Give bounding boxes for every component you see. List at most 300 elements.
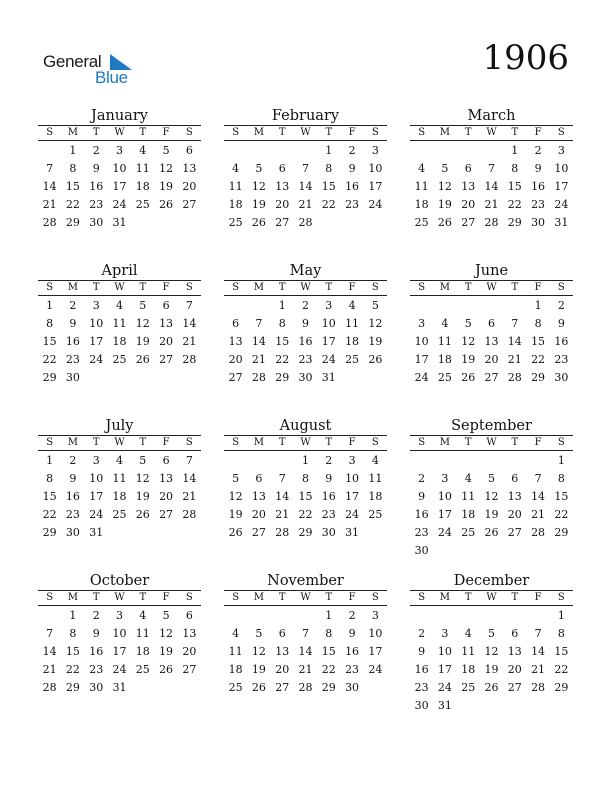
day-cell: 26 [484, 681, 499, 694]
day-cell: 14 [484, 180, 499, 193]
day-cell: 25 [135, 663, 150, 676]
calendar-year: 1906 [482, 38, 569, 78]
day-cell [224, 296, 247, 315]
day-cell: 24 [437, 526, 452, 539]
day-cell [433, 296, 456, 315]
week-row [410, 642, 573, 660]
day-cell: 12 [135, 317, 150, 330]
day-cell: 8 [534, 317, 542, 330]
week-row [38, 624, 201, 642]
day-cell: 1 [69, 144, 77, 157]
day-cell: 5 [487, 472, 495, 485]
day-cell: 19 [484, 508, 499, 521]
day-cell: 19 [159, 645, 174, 658]
day-cell: 20 [484, 353, 499, 366]
weekday-header-row [410, 281, 573, 296]
weekday-label: S [557, 282, 565, 293]
day-cell: 1 [69, 609, 77, 622]
weekday-label: S [418, 437, 426, 448]
weekday-label: M [253, 592, 265, 603]
day-cell: 23 [65, 353, 80, 366]
weekday-label: T [464, 592, 472, 603]
day-cell: 13 [159, 317, 174, 330]
day-cell: 12 [159, 627, 174, 640]
week-row [38, 487, 201, 505]
day-cell: 3 [115, 609, 123, 622]
day-cell: 23 [414, 526, 429, 539]
day-cell: 20 [182, 645, 197, 658]
day-cell: 29 [42, 371, 57, 384]
day-cell: 26 [135, 353, 150, 366]
day-cell: 7 [255, 317, 263, 330]
weekday-label: S [232, 282, 240, 293]
day-cell: 23 [89, 663, 104, 676]
day-cell [480, 451, 503, 470]
day-cell [294, 606, 317, 625]
day-cell: 17 [89, 335, 104, 348]
day-cell: 24 [345, 508, 360, 521]
day-cell: 2 [534, 144, 542, 157]
month-september [410, 416, 573, 559]
days-grid [410, 451, 573, 559]
day-cell: 6 [511, 472, 519, 485]
day-cell: 22 [298, 508, 313, 521]
weekday-label: F [534, 592, 542, 603]
day-cell: 9 [348, 627, 356, 640]
day-cell: 28 [298, 681, 313, 694]
week-row [224, 314, 387, 332]
day-cell [410, 296, 433, 315]
weekday-label: T [511, 282, 519, 293]
day-cell: 18 [461, 663, 476, 676]
day-cell: 27 [461, 216, 476, 229]
week-row [38, 469, 201, 487]
day-cell: 18 [112, 490, 127, 503]
week-row [410, 451, 573, 469]
day-cell: 8 [69, 162, 77, 175]
week-row [224, 368, 387, 386]
week-row [410, 141, 573, 159]
day-cell: 15 [321, 645, 336, 658]
weekday-label: F [348, 592, 356, 603]
day-cell: 4 [464, 627, 472, 640]
day-cell: 22 [42, 353, 57, 366]
day-cell: 1 [325, 609, 333, 622]
month-june [410, 261, 573, 386]
day-cell: 31 [345, 526, 360, 539]
day-cell: 20 [461, 198, 476, 211]
day-cell: 10 [112, 162, 127, 175]
weekday-label: F [162, 282, 170, 293]
day-cell: 7 [534, 472, 542, 485]
day-cell: 11 [135, 162, 150, 175]
day-cell: 12 [228, 490, 243, 503]
day-cell [178, 678, 201, 697]
month-august [224, 416, 387, 541]
week-row [38, 368, 201, 386]
weekday-label: T [278, 282, 286, 293]
day-cell: 12 [159, 162, 174, 175]
day-cell: 2 [557, 299, 565, 312]
day-cell: 27 [182, 663, 197, 676]
weekday-label: S [557, 437, 565, 448]
day-cell: 6 [278, 162, 286, 175]
day-cell: 3 [92, 299, 100, 312]
day-cell: 4 [464, 472, 472, 485]
day-cell [433, 451, 456, 470]
weekday-label: S [371, 127, 379, 138]
day-cell: 10 [368, 627, 383, 640]
day-cell: 2 [92, 144, 100, 157]
day-cell: 10 [437, 645, 452, 658]
week-row [410, 159, 573, 177]
day-cell [457, 541, 480, 560]
day-cell: 20 [182, 180, 197, 193]
weekday-label: S [557, 127, 565, 138]
day-cell: 28 [484, 216, 499, 229]
day-cell: 15 [554, 645, 569, 658]
day-cell: 25 [345, 353, 360, 366]
weekday-label: F [162, 592, 170, 603]
day-cell: 18 [228, 663, 243, 676]
day-cell [503, 606, 526, 625]
weekday-label: T [511, 127, 519, 138]
day-cell [294, 141, 317, 160]
weekday-label: S [46, 592, 54, 603]
day-cell [131, 368, 154, 387]
week-row [38, 642, 201, 660]
day-cell: 21 [298, 663, 313, 676]
day-cell: 24 [554, 198, 569, 211]
day-cell: 30 [554, 371, 569, 384]
day-cell: 4 [441, 317, 449, 330]
weekday-label: S [185, 127, 193, 138]
day-cell: 5 [162, 609, 170, 622]
day-cell: 19 [461, 353, 476, 366]
day-cell: 6 [255, 472, 263, 485]
days-grid [224, 606, 387, 696]
day-cell: 26 [251, 216, 266, 229]
day-cell: 25 [368, 508, 383, 521]
weekday-label: T [92, 282, 100, 293]
day-cell: 30 [298, 371, 313, 384]
day-cell: 16 [554, 335, 569, 348]
weekday-label: F [534, 282, 542, 293]
weekday-label: W [300, 437, 311, 448]
day-cell: 29 [65, 681, 80, 694]
day-cell: 12 [251, 645, 266, 658]
day-cell: 19 [368, 335, 383, 348]
day-cell: 13 [275, 645, 290, 658]
day-cell: 31 [321, 371, 336, 384]
day-cell: 4 [139, 144, 147, 157]
day-cell: 27 [159, 353, 174, 366]
day-cell: 13 [228, 335, 243, 348]
day-cell [38, 606, 61, 625]
day-cell: 28 [251, 371, 266, 384]
weekday-header-row [38, 436, 201, 451]
day-cell: 6 [511, 627, 519, 640]
day-cell: 4 [348, 299, 356, 312]
day-cell: 8 [46, 317, 54, 330]
weekday-label: S [557, 592, 565, 603]
day-cell [247, 141, 270, 160]
week-row [224, 642, 387, 660]
day-cell: 27 [484, 371, 499, 384]
day-cell [364, 213, 387, 232]
day-cell: 25 [228, 681, 243, 694]
day-cell: 2 [348, 609, 356, 622]
day-cell: 1 [301, 454, 309, 467]
day-cell: 22 [42, 508, 57, 521]
day-cell: 12 [461, 335, 476, 348]
week-row [224, 523, 387, 541]
day-cell: 5 [441, 162, 449, 175]
day-cell: 21 [182, 335, 197, 348]
day-cell: 26 [159, 663, 174, 676]
weekday-label: S [232, 127, 240, 138]
month-october [38, 571, 201, 696]
day-cell [154, 213, 177, 232]
day-cell: 31 [554, 216, 569, 229]
weekday-header-row [410, 591, 573, 606]
weekday-label: W [486, 437, 497, 448]
day-cell: 14 [531, 490, 546, 503]
day-cell [178, 368, 201, 387]
week-row [224, 195, 387, 213]
day-cell [433, 141, 456, 160]
day-cell: 11 [228, 645, 243, 658]
weekday-label: W [486, 127, 497, 138]
day-cell: 30 [531, 216, 546, 229]
day-cell: 6 [162, 299, 170, 312]
day-cell: 10 [414, 335, 429, 348]
weekday-header-row [224, 436, 387, 451]
week-row [410, 505, 573, 523]
weekday-label: S [371, 282, 379, 293]
day-cell: 21 [507, 353, 522, 366]
day-cell: 16 [414, 663, 429, 676]
weekday-label: T [511, 592, 519, 603]
day-cell: 6 [232, 317, 240, 330]
day-cell: 7 [301, 162, 309, 175]
day-cell: 18 [135, 180, 150, 193]
day-cell: 23 [554, 353, 569, 366]
day-cell: 7 [278, 472, 286, 485]
day-cell: 18 [135, 645, 150, 658]
day-cell: 20 [507, 508, 522, 521]
day-cell [364, 678, 387, 697]
day-cell [410, 606, 433, 625]
day-cell: 17 [437, 663, 452, 676]
week-row [38, 177, 201, 195]
month-name: January [38, 106, 201, 126]
day-cell: 31 [437, 699, 452, 712]
week-row [224, 350, 387, 368]
day-cell: 3 [92, 454, 100, 467]
day-cell: 31 [112, 681, 127, 694]
day-cell: 15 [275, 335, 290, 348]
weekday-label: T [139, 437, 147, 448]
day-cell: 22 [65, 663, 80, 676]
weekday-label: M [253, 127, 265, 138]
day-cell: 4 [232, 162, 240, 175]
weekday-header-row [38, 281, 201, 296]
week-row [224, 451, 387, 469]
day-cell: 13 [182, 162, 197, 175]
day-cell: 11 [437, 335, 452, 348]
day-cell: 8 [325, 162, 333, 175]
day-cell [457, 451, 480, 470]
day-cell: 19 [484, 663, 499, 676]
day-cell: 27 [275, 681, 290, 694]
weekday-label: W [114, 127, 125, 138]
month-name: December [410, 571, 573, 591]
day-cell: 28 [531, 526, 546, 539]
day-cell: 9 [325, 472, 333, 485]
day-cell [503, 296, 526, 315]
weekday-label: W [114, 592, 125, 603]
weekday-label: T [511, 437, 519, 448]
day-cell: 11 [414, 180, 429, 193]
day-cell: 9 [418, 490, 426, 503]
day-cell: 21 [275, 508, 290, 521]
day-cell: 14 [298, 180, 313, 193]
day-cell: 31 [89, 526, 104, 539]
day-cell: 25 [461, 526, 476, 539]
month-name: May [224, 261, 387, 281]
day-cell: 8 [511, 162, 519, 175]
day-cell: 14 [182, 317, 197, 330]
day-cell [224, 451, 247, 470]
weekday-label: T [325, 282, 333, 293]
day-cell [433, 541, 456, 560]
day-cell: 17 [345, 490, 360, 503]
weekday-label: S [418, 592, 426, 603]
day-cell: 31 [112, 216, 127, 229]
week-row [224, 624, 387, 642]
days-grid [38, 296, 201, 386]
month-april [38, 261, 201, 386]
day-cell: 8 [557, 627, 565, 640]
day-cell: 10 [112, 627, 127, 640]
day-cell [480, 141, 503, 160]
weekday-header-row [410, 436, 573, 451]
day-cell: 21 [531, 508, 546, 521]
day-cell: 16 [345, 645, 360, 658]
day-cell: 27 [275, 216, 290, 229]
day-cell: 22 [531, 353, 546, 366]
weekday-label: W [486, 592, 497, 603]
weekday-label: F [348, 282, 356, 293]
week-row [224, 469, 387, 487]
day-cell: 12 [368, 317, 383, 330]
day-cell: 28 [275, 526, 290, 539]
day-cell: 12 [251, 180, 266, 193]
week-row [38, 332, 201, 350]
day-cell: 1 [557, 454, 565, 467]
day-cell: 21 [42, 198, 57, 211]
week-row [410, 523, 573, 541]
day-cell: 3 [325, 299, 333, 312]
day-cell: 19 [437, 198, 452, 211]
day-cell: 27 [251, 526, 266, 539]
weekday-label: F [534, 127, 542, 138]
day-cell: 10 [89, 472, 104, 485]
day-cell: 27 [507, 526, 522, 539]
day-cell: 24 [89, 508, 104, 521]
weekday-label: T [139, 592, 147, 603]
day-cell: 12 [437, 180, 452, 193]
day-cell: 26 [461, 371, 476, 384]
day-cell: 11 [368, 472, 383, 485]
day-cell [526, 696, 549, 715]
day-cell: 14 [298, 645, 313, 658]
month-february [224, 106, 387, 231]
week-row [410, 195, 573, 213]
weekday-label: W [300, 592, 311, 603]
day-cell: 15 [554, 490, 569, 503]
day-cell: 1 [46, 299, 54, 312]
weekday-label: S [46, 127, 54, 138]
day-cell: 7 [185, 454, 193, 467]
day-cell [457, 606, 480, 625]
day-cell: 16 [89, 180, 104, 193]
day-cell: 11 [228, 180, 243, 193]
day-cell: 3 [348, 454, 356, 467]
day-cell: 9 [534, 162, 542, 175]
week-row [38, 451, 201, 469]
day-cell: 5 [139, 454, 147, 467]
day-cell: 3 [557, 144, 565, 157]
day-cell: 15 [65, 180, 80, 193]
day-cell: 18 [368, 490, 383, 503]
day-cell: 20 [251, 508, 266, 521]
day-cell: 30 [414, 544, 429, 557]
day-cell [526, 451, 549, 470]
week-row [38, 660, 201, 678]
weekday-label: S [371, 592, 379, 603]
day-cell: 8 [46, 472, 54, 485]
month-name: August [224, 416, 387, 436]
day-cell [410, 141, 433, 160]
day-cell: 26 [159, 198, 174, 211]
day-cell: 13 [461, 180, 476, 193]
day-cell [550, 696, 573, 715]
day-cell [480, 541, 503, 560]
days-grid [410, 141, 573, 231]
day-cell: 5 [464, 317, 472, 330]
day-cell: 6 [162, 454, 170, 467]
day-cell [480, 696, 503, 715]
day-cell: 19 [135, 335, 150, 348]
week-row [38, 678, 201, 696]
day-cell: 24 [112, 198, 127, 211]
day-cell [433, 606, 456, 625]
weekday-label: T [325, 592, 333, 603]
day-cell: 2 [325, 454, 333, 467]
day-cell [247, 296, 270, 315]
day-cell [364, 368, 387, 387]
day-cell: 1 [46, 454, 54, 467]
day-cell: 2 [418, 627, 426, 640]
day-cell [271, 141, 294, 160]
day-cell: 21 [182, 490, 197, 503]
day-cell: 29 [554, 526, 569, 539]
day-cell: 15 [321, 180, 336, 193]
week-row [224, 159, 387, 177]
weekday-label: M [67, 282, 79, 293]
